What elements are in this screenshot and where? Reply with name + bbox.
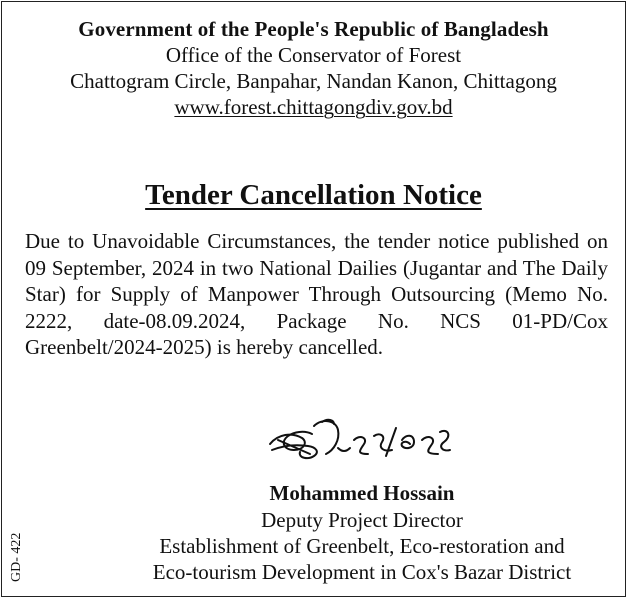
signature-block (112, 480, 612, 585)
letterhead (2, 16, 625, 120)
notice-title: Tender Cancellation Notice (145, 179, 482, 211)
office-name: Office of the Conservator of Forest (165, 43, 462, 67)
government-name: Government of the People's Republic of Bangladesh (78, 17, 549, 41)
signer-name: Mohammed Hossain (269, 481, 455, 505)
notice-body: Due to Unavoidable Circumstances, the tender notice published on 09 September, 2024 in two National Dailies (Jugantar and The Daily Star) for Supply of Manpower Through Outsourcing (Memo No. 2222, date-08.09.2024, Package No. NCS 01-PD/Cox Greenbelt/2024-2025) is hereby cancelled. (25, 229, 608, 359)
handwritten-signature (264, 414, 454, 470)
website-link[interactable]: www.forest.chittagongdiv.gov.bd (174, 95, 453, 119)
project-name-line-1: Establishment of Greenbelt, Eco-restoration and (159, 534, 565, 558)
tender-cancellation-notice (1, 1, 626, 597)
project-name-line-2: Eco-tourism Development in Cox's Bazar District (152, 560, 572, 584)
office-address: Chattogram Circle, Banpahar, Nandan Kanon, Chittagong (70, 69, 557, 93)
gd-code: GD- 422 (9, 532, 24, 582)
signer-designation: Deputy Project Director (261, 508, 463, 532)
